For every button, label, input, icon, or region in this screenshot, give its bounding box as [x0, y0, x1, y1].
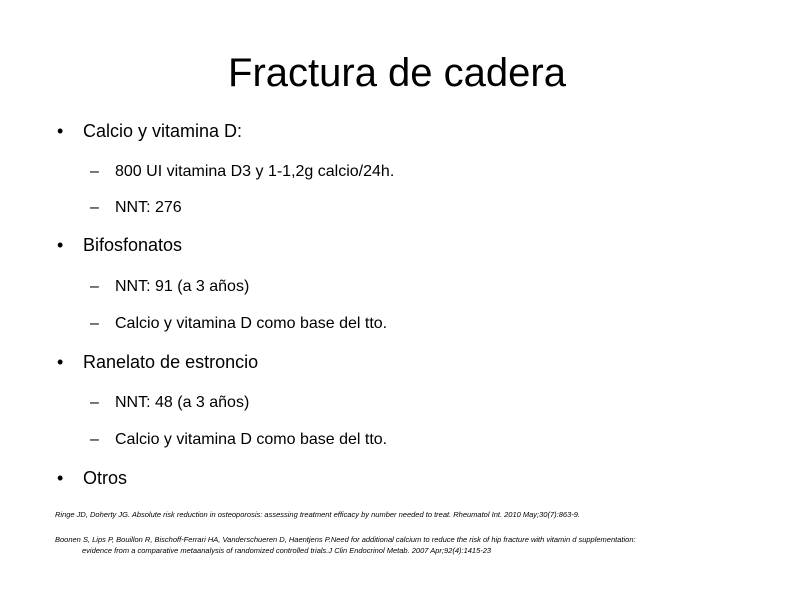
sub-item [90, 162, 394, 182]
bullet-label: Calcio y vitamina D: [83, 121, 243, 141]
sub-item [90, 430, 387, 450]
bullet-label: Bifosfonatos [83, 235, 183, 255]
bullet-item [57, 120, 242, 142]
bullet-glyph: • [57, 235, 64, 255]
sub-label: Calcio y vitamina D como base del tto. [115, 431, 388, 448]
reference-line: Boonen S, Lips P, Bouillon R, Bischoff-Ferrari HA, Vanderschueren D, Haentjens P.Need for additional calcium to reduce the risk of hip fracture with vitamin d supplementation: [55, 535, 636, 544]
bullet-item [57, 351, 258, 373]
sub-label: 800 UI vitamina D3 y 1-1,2g calcio/24h. [115, 163, 395, 180]
bullet-label: Otros [83, 468, 128, 488]
bullet-glyph: • [57, 468, 64, 488]
bullet-glyph: • [57, 352, 64, 372]
slide-title: Fractura de cadera [228, 51, 566, 95]
sub-glyph: – [90, 315, 99, 332]
bullet-label: Ranelato de estroncio [83, 352, 259, 372]
sub-label: Calcio y vitamina D como base del tto. [115, 315, 388, 332]
sub-glyph: – [90, 278, 99, 295]
reference-line: Ringe JD, Doherty JG. Absolute risk reduction in osteoporosis: assessing treatment efficacy by number needed to treat. Rheumatol Int. 2010 May;30(7):863-9. [55, 510, 580, 519]
bullet-glyph: • [57, 121, 64, 141]
sub-item [90, 198, 182, 218]
reference [55, 509, 580, 520]
sub-item [90, 393, 249, 413]
bullet-item [57, 234, 182, 256]
reference [55, 534, 636, 556]
reference-line-continuation: evidence from a comparative metaanalysis of randomized controlled trials.J Clin Endocrinol Metab. 2007 Apr;92(4):1415-23 [82, 546, 492, 555]
sub-label: NNT: 276 [115, 199, 182, 216]
sub-glyph: – [90, 163, 99, 180]
sub-label: NNT: 48 (a 3 años) [115, 394, 250, 411]
bullet-item [57, 467, 127, 489]
sub-item [90, 277, 249, 297]
sub-glyph: – [90, 431, 99, 448]
sub-glyph: – [90, 394, 99, 411]
sub-label: NNT: 91 (a 3 años) [115, 278, 250, 295]
sub-glyph: – [90, 199, 99, 216]
sub-item [90, 314, 387, 334]
